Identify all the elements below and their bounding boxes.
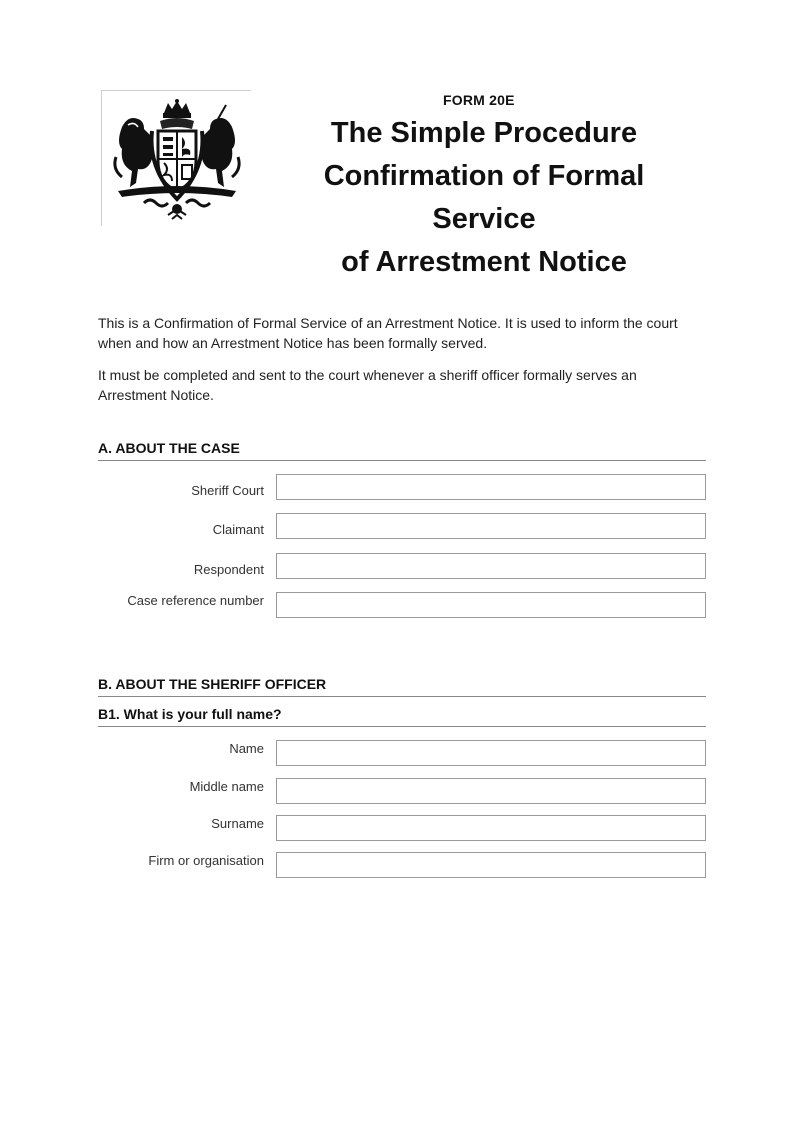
title-line: of Arrestment Notice bbox=[341, 246, 627, 278]
title-line: The Simple Procedure bbox=[330, 117, 638, 149]
respondent-input[interactable] bbox=[276, 553, 706, 579]
intro-paragraph: This is a Confirmation of Formal Service of an Arrestment Notice. It is used to inform the court when and how an Arrestment Notice has been formally served. bbox=[98, 315, 678, 351]
firm-organisation-label: Firm or organisation bbox=[148, 853, 264, 868]
title-line: Service bbox=[432, 203, 536, 235]
section-b1-heading: B1. What is your full name? bbox=[98, 706, 706, 727]
name-input[interactable] bbox=[276, 740, 706, 766]
case-reference-label: Case reference number bbox=[127, 593, 264, 608]
name-row bbox=[98, 740, 706, 768]
respondent-label: Respondent bbox=[193, 562, 264, 577]
case-reference-row bbox=[98, 592, 706, 620]
sheriff-court-input[interactable] bbox=[276, 474, 706, 500]
firm-organisation-input[interactable] bbox=[276, 852, 706, 878]
surname-row bbox=[98, 815, 706, 843]
claimant-input[interactable] bbox=[276, 513, 706, 539]
title-line: Confirmation of Formal bbox=[323, 160, 645, 192]
page-title bbox=[296, 112, 672, 284]
section-a-heading: A. ABOUT THE CASE bbox=[98, 440, 706, 461]
middle-name-row bbox=[98, 778, 706, 806]
firm-organisation-row bbox=[98, 852, 706, 880]
form-code: FORM 20E bbox=[443, 92, 515, 108]
claimant-row bbox=[98, 513, 706, 541]
sheriff-court-label: Sheriff Court bbox=[191, 483, 264, 498]
claimant-label: Claimant bbox=[212, 522, 264, 537]
middle-name-input[interactable] bbox=[276, 778, 706, 804]
intro-paragraph: It must be completed and sent to the court whenever a sheriff officer formally serves an Arrestment Notice. bbox=[98, 367, 637, 403]
name-label: Name bbox=[229, 741, 264, 756]
surname-input[interactable] bbox=[276, 815, 706, 841]
case-reference-input[interactable] bbox=[276, 592, 706, 618]
coat-of-arms-icon bbox=[108, 99, 246, 223]
sheriff-court-row bbox=[98, 474, 706, 502]
section-b-heading: B. ABOUT THE SHERIFF OFFICER bbox=[98, 676, 706, 697]
middle-name-label: Middle name bbox=[189, 779, 264, 794]
royal-coat-of-arms bbox=[101, 90, 251, 226]
respondent-row bbox=[98, 553, 706, 581]
surname-label: Surname bbox=[211, 816, 264, 831]
